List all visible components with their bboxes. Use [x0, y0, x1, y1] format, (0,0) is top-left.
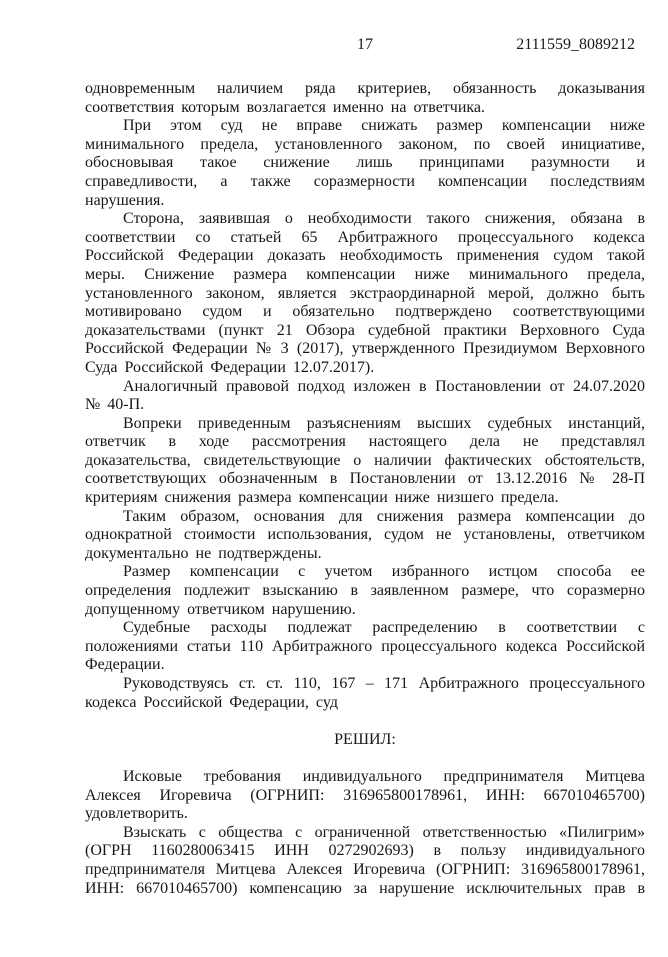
paragraph: Судебные расходы подлежат распределению в соответствии с положениями статьи 110 Арбитражного процессуального кодекса Российской Федерации. — [85, 619, 645, 674]
paragraph-carryover: одновременным наличием ряда критериев, обязанность доказывания соответствия которым возлагается именно на ответчика. — [85, 80, 645, 116]
paragraph: Таким образом, основания для снижения размера компенсации до однократной стоимости использования, судом не установлены, ответчиком документально не подтверждены. — [85, 507, 645, 562]
paragraph: Сторона, заявившая о необходимости такого снижения, обязана в соответствии со статьей 65 Арбитражного процессуального кодекса Российской Федерации доказать необходимость применения судом такой меры. Снижение размера компенсации ниже минимального предела, установленного законом, является экстраординарной мерой, должно быть мотивировано судом и обязательно подтверждено соответствующими доказательствами (пункт 21 Обзора судебной практики Верховного Суда Российской Федерации № 3 (2017), утвержденного Президиумом Верховного Суда Российской Федерации 12.07.2017). — [85, 210, 645, 376]
resolution-paragraph: Взыскать с общества с ограниченной ответственностью «Пилигрим» (ОГРН 1160280063415 ИНН 0272902693) в пользу индивидуального предпринимателя Митцева Алексея Игоревича (ОГРНИП: 316965800178961, ИНН: 667010465700) компенсацию за нарушение исключительных прав в — [85, 823, 645, 897]
running-header — [85, 36, 645, 56]
paragraph: Размер компенсации с учетом избранного истцом способа ее определения подлежит взысканию в заявленном размере, что соразмерно допущенному ответчиком нарушению. — [85, 563, 645, 618]
page-number: 17 — [357, 36, 373, 53]
paragraph: Вопреки приведенным разъяснениям высших судебных инстанций, ответчик в ходе рассмотрения настоящего дела не представлял доказательства, свидетельствующие о наличии фактических обстоятельств, соответствующих обозначенным в Постановлении от 13.12.2016 № 28-П критериям снижения размера компенсации ниже низшего предела. — [85, 414, 645, 507]
resolution-paragraph: Исковые требования индивидуального предпринимателя Митцева Алексея Игоревича (ОГРНИП: 316965800178961, ИНН: 667010465700) удовлетворить. — [85, 767, 645, 823]
paragraph: Руководствуясь ст. ст. 110, 167 – 171 Арбитражного процессуального кодекса Российской Федерации, суд — [85, 675, 645, 711]
paragraph: Аналогичный правовой подход изложен в Постановлении от 24.07.2020 № 40-П. — [85, 377, 645, 414]
body-text — [85, 80, 645, 898]
resolution-heading: РЕШИЛ: — [334, 730, 396, 748]
paragraph: При этом суд не вправе снижать размер компенсации ниже минимального предела, установленного законом, по своей инициативе, обосновывая такое снижение лишь принципами разумности и справедливости, а также соразмерности компенсации последствиям нарушения. — [85, 117, 645, 209]
document-code: 2111559_8089212 — [516, 36, 635, 53]
